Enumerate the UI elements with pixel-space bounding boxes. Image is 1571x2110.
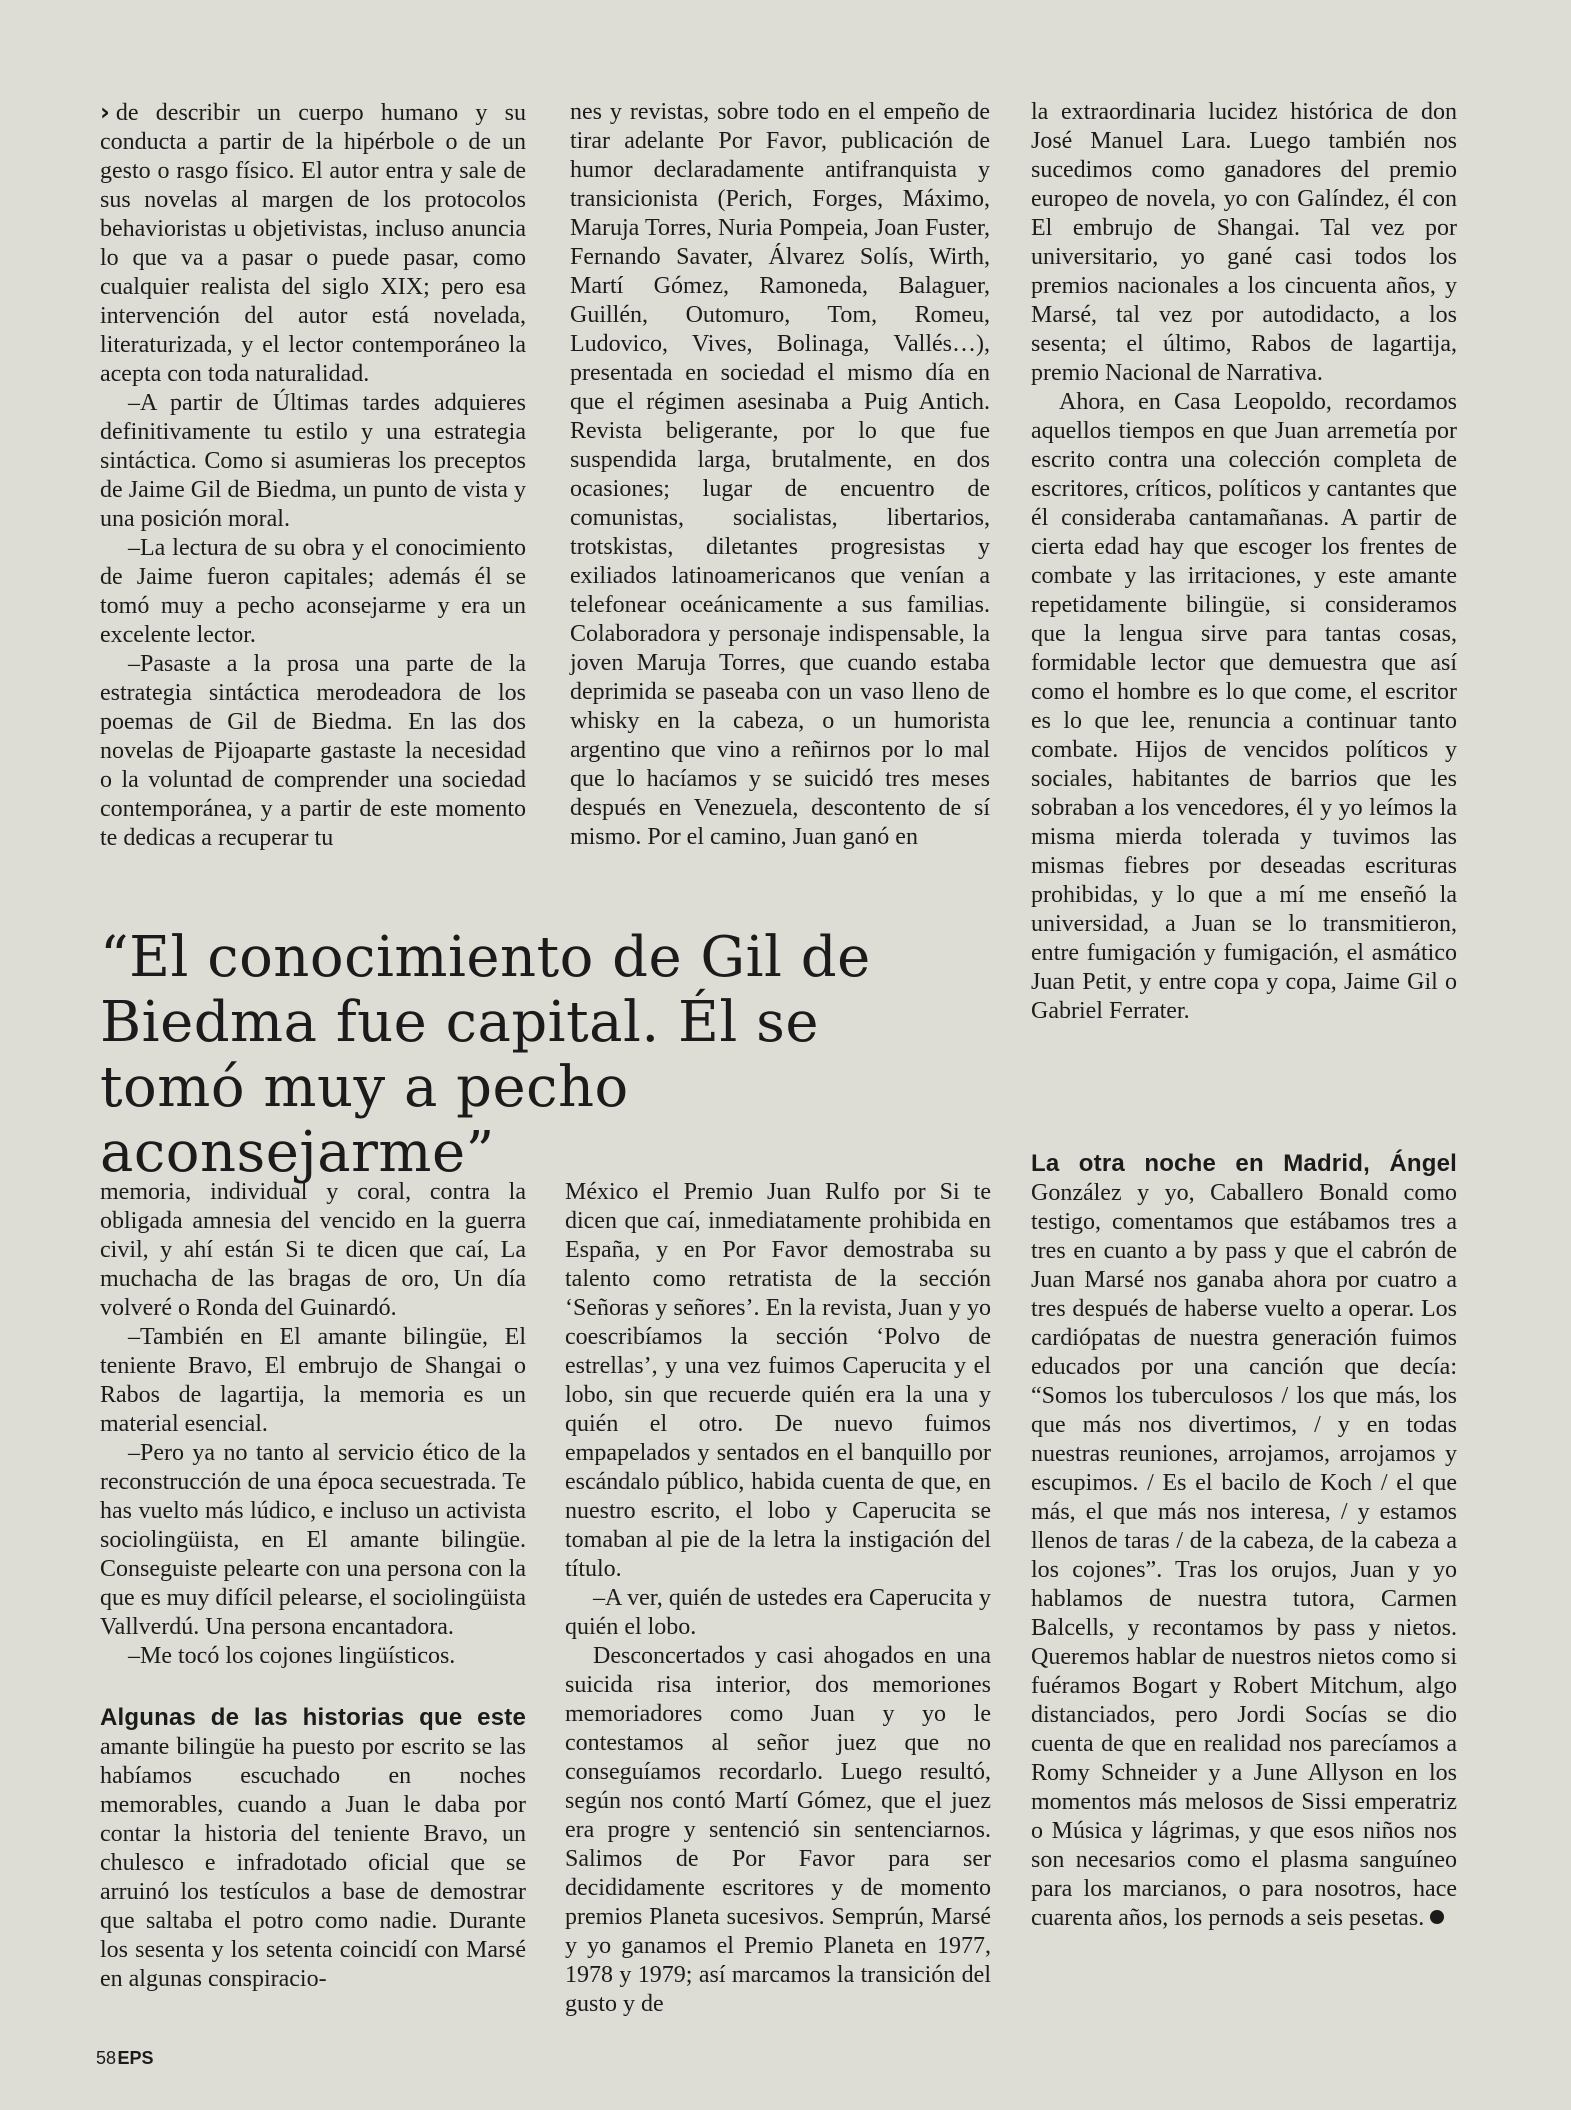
end-of-article-dot-icon xyxy=(1430,1910,1444,1924)
pull-quote: “El conocimiento de Gil de Biedma fue capital. Él se tomó muy a pecho aconsejarme” xyxy=(100,925,871,1185)
paragraph: › de describir un cuerpo humano y su conducta a partir de la hipérbole o de un gesto o rasgo físico. El autor entra y sale de sus novelas al margen de los protocolos behavioristas u objetivistas, incluso anuncia lo que va a pasar o puede pasar, como cualquier realista del siglo XIX; pero esa intervención del autor está novelada, literaturizada, y el lector contemporáneo la acepta con toda naturalidad. xyxy=(100,98,526,387)
paragraph: –A ver, quién de ustedes era Caperucita y quién el lobo. xyxy=(565,1585,991,1640)
paragraph: –A partir de Últimas tardes adquieres definitivamente tu estilo y una estrategia sintáctica. Como si asumieras los preceptos de Jaime Gil de Biedma, un punto de vista y una posición moral. xyxy=(100,390,526,532)
column-4 xyxy=(100,1178,526,1994)
paragraph: –Pero ya no tanto al servicio ético de la reconstrucción de una época secuestrada. Te has vuelto más lúdico, e incluso un activista sociolingüista, en El amante bilingüe. Conseguiste pelearte con una persona con la que es muy difícil pelearse, el sociolingüista Vallverdú. Una persona encantadora. xyxy=(100,1440,526,1640)
page-footer xyxy=(96,2048,154,2069)
column-5 xyxy=(565,1178,991,2019)
column-1 xyxy=(100,98,526,853)
paragraph: memoria, individual y coral, contra la obligada amnesia del vencido en la guerra civil, y ahí están Si te dicen que caí, La muchacha de las bragas de oro, Un día volveré o Ronda del Guinardó. xyxy=(100,1179,526,1321)
paragraph: –También en El amante bilingüe, El teniente Bravo, El embrujo de Shangai o Rabos de lagartija, la memoria es un material esencial. xyxy=(100,1324,526,1437)
paragraph: la extraordinaria lucidez histórica de don José Manuel Lara. Luego también nos sucedimos como ganadores del premio europeo de novela, yo con Galíndez, él con El embrujo de Shangai. Tal vez por universitario, yo gané casi todos los premios nacionales a los cincuenta años, y Marsé, tal vez por autodidacto, a los sesenta; el último, Rabos de lagartija, premio Nacional de Narrativa. xyxy=(1031,99,1457,386)
paragraph: México el Premio Juan Rulfo por Si te dicen que caí, inmediatamente prohibida en España, y en Por Favor demostraba su talento como retratista de la sección ‘Señoras y señores’. En la revista, Juan y yo coescribíamos la sección ‘Polvo de estrellas’, y una vez fuimos Caperucita y el lobo, sin que recuerde quién era la una y quién el otro. De nuevo fuimos empapelados y sentados en el banquillo por escándalo público, habida cuenta de que, en nuestro escrito, el lobo y Caperucita se tomaban al pie de la letra la instigación del título. xyxy=(565,1179,991,1582)
column-6 xyxy=(1031,1149,1457,1933)
column-3 xyxy=(1031,98,1457,1026)
section-lead-in: La otra noche en Madrid, Ángel xyxy=(1031,1150,1457,1177)
chevron-right-icon: › xyxy=(100,98,110,126)
magazine-name: EPS xyxy=(117,2048,154,2068)
page-number: 58 xyxy=(96,2048,117,2068)
section-lead-in: Algunas de las historias que este xyxy=(100,1704,526,1731)
paragraph: nes y revistas, sobre todo en el empeño de tirar adelante Por Favor, publicación de humor declaradamente antifranquista y transicionista (Perich, Forges, Máximo, Maruja Torres, Nuria Pompeia, Joan Fuster, Fernando Savater, Álvarez Solís, Wirth, Martí Gómez, Ramoneda, Balaguer, Guillén, Outomuro, Tom, Romeu, Ludovico, Vives, Bolinaga, Vallés…), presentada en sociedad el mismo día en que el régimen asesinaba a Puig Antich. Revista beligerante, por lo que fue suspendida larga, brutalmente, en dos ocasiones; lugar de encuentro de comunistas, socialistas, libertarios, trotskistas, diletantes progresistas y exiliados latinoamericanos que venían a telefonear oceánicamente a sus familias. Colaboradora y personaje indispensable, la joven Maruja Torres, que cuando estaba deprimida se paseaba con un vaso lleno de whisky en la cabeza, o un humorista argentino que vino a reñirnos por lo mal que lo hacíamos y se suicidó tres meses después en Venezuela, descontento de sí mismo. Por el camino, Juan ganó en xyxy=(570,99,990,850)
column-2 xyxy=(570,98,990,852)
paragraph: –Pasaste a la prosa una parte de la estrategia sintáctica merodeadora de los poemas de Gil de Biedma. En las dos novelas de Pijoaparte gastaste la necesidad o la voluntad de comprender una sociedad contemporánea, y a partir de este momento te dedicas a recuperar tu xyxy=(100,651,526,851)
paragraph: Ahora, en Casa Leopoldo, recordamos aquellos tiempos en que Juan arremetía por escrito contra una colección completa de escritores, críticos, políticos y cantantes que él consideraba cantamañanas. A partir de cierta edad hay que escoger los frentes de combate y las irritaciones, y este amante repetidamente bilingüe, si consideramos que la lengua sirve para tantas cosas, formidable lector que demuestra que así como el hombre es lo que come, el escritor es lo que lee, renuncia a continuar tanto combate. Hijos de vencidos políticos y sociales, habitantes de barrios que les sobraban a los vencedores, él y yo leímos la misma mierda tolerada y tuvimos las mismas fiebres por deseadas escrituras prohibidas, y lo que a mí me enseñó la universidad, a Juan se lo transmitieron, entre fumigación y fumigación, el asmático Juan Petit, y entre copa y copa, Jaime Gil o Gabriel Ferrater. xyxy=(1031,389,1457,1024)
paragraph: –Me tocó los cojones lingüísticos. xyxy=(128,1643,456,1669)
section-paragraph: Algunas de las historias que este amante bilingüe ha puesto por escrito se las habíamos escuchado en noches memorables, cuando a Juan le daba por contar la historia del teniente Bravo, un chulesco e infradotado oficial que se arruinó los testículos a base de demostrar que saltaba el potro como nadie. Durante los sesenta y los setenta coincidí con Marsé en algunas conspiracio- xyxy=(100,1704,526,1992)
section-paragraph: La otra noche en Madrid, Ángel González y yo, Caballero Bonald como testigo, comentamos que estábamos tres a tres en cuanto a by pass y que el cabrón de Juan Marsé nos ganaba ahora por cuatro a tres después de haberse vuelto a operar. Los cardiópatas de nuestra generación fuimos educados por una canción que decía: “Somos los tuberculosos / los que más, los que más nos divertimos, / y en todas nuestras reuniones, arrojamos, arrojamos y escupimos. / Es el bacilo de Koch / el que más, el que más nos interesa, / y estamos llenos de taras / de la cabeza, de la cabeza a los cojones”. Tras los orujos, Juan y yo hablamos de nuestra tutora, Carmen Balcells, y recontamos by pass y nietos. Queremos hablar de nuestros nietos como si fuéramos Bogart y Robert Mitchum, algo distanciados, pero Jordi Socías se dio cuenta de que en realidad nos parecíamos a Romy Schneider y a June Allyson en los momentos más melosos de Sissi emperatriz o Música y lágrimas, y que esos niños nos son necesarios como el plasma sanguíneo para los marcianos, o para nosotros, hace cuarenta años, los pernods a seis pesetas. xyxy=(1031,1150,1457,1931)
paragraph: Desconcertados y casi ahogados en una suicida risa interior, dos memoriones memoriadores como Juan y yo le contestamos al señor juez que no conseguíamos recordarlo. Luego resultó, según nos contó Martí Gómez, que el juez era progre y sentenció sin sentenciarnos. Salimos de Por Favor para ser decididamente escritores y de momento premios Planeta sucesivos. Semprún, Marsé y yo ganamos el Premio Planeta en 1977, 1978 y 1979; así marcamos la transición del gusto y de xyxy=(565,1643,991,2017)
paragraph: –La lectura de su obra y el conocimiento de Jaime fueron capitales; además él se tomó muy a pecho aconsejarme y era un excelente lector. xyxy=(100,535,526,648)
